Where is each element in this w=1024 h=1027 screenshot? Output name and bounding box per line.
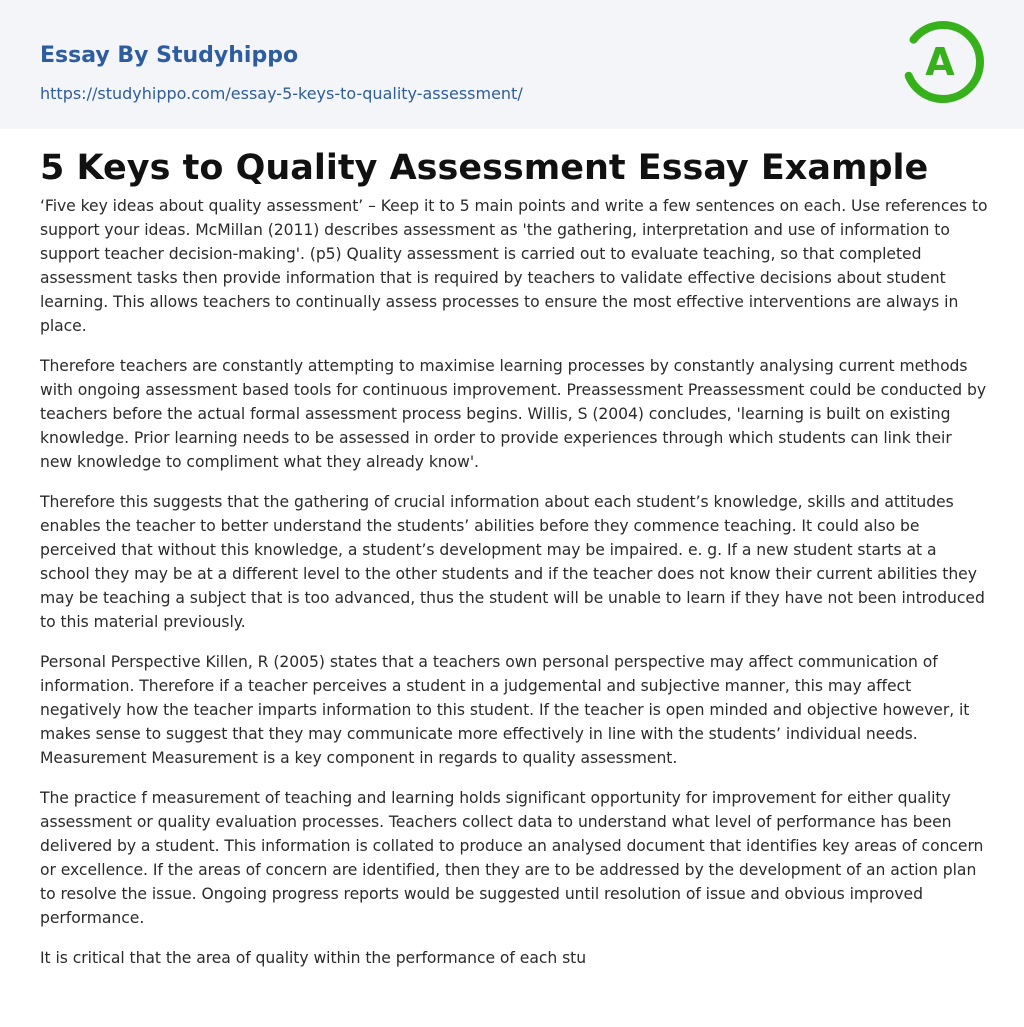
essay-body bbox=[40, 194, 988, 986]
essay-title: 5 Keys to Quality Assessment Essay Example bbox=[40, 148, 929, 188]
essay-paragraph: The practice f measurement of teaching and learning holds significant opportunity for improvement for either quality assessment or quality evaluation processes. Teachers collect data to understand what level of performance has been delivered by a student. This information is collated to produce an analysed document that identifies key areas of concern or excellence. If the areas of concern are identified, then they are to be addressed by the development of an action plan to resolve the issue. Ongoing progress reports would be suggested until resolution of issue and obvious improved performance. bbox=[40, 789, 984, 927]
essay-url-link[interactable]: https://studyhippo.com/essay-5-keys-to-quality-assessment/ bbox=[40, 84, 523, 103]
essay-paragraph: Therefore teachers are constantly attempting to maximise learning processes by constantly analysing current methods with ongoing assessment based tools for continuous improvement. Preassessment Preassessment could be conducted by teachers before the actual formal assessment process begins. Willis, S (2004) concludes, 'learning is built on existing knowledge. Prior learning needs to be assessed in order to provide experiences through which students can link their new knowledge to compliment what they already know'. bbox=[40, 357, 987, 471]
site-brand[interactable]: Essay By Studyhippo bbox=[40, 43, 299, 68]
essay-paragraph: Personal Perspective Killen, R (2005) states that a teachers own personal perspective may affect communication of information. Therefore if a teacher perceives a student in a judgemental and subjective manner, this may affect negatively how the teacher imparts information to this student. If the teacher is open minded and objective however, it makes sense to suggest that they may communicate more effectively in line with the students’ individual needs. Measurement Measurement is a key component in regards to quality assessment. bbox=[40, 653, 970, 767]
logo-letter: A bbox=[925, 40, 955, 84]
essay-paragraph: Therefore this suggests that the gathering of crucial information about each student’s knowledge, skills and attitudes enables the teacher to better understand the students’ abilities before they commence teaching. It could also be perceived that without this knowledge, a student’s development may be impaired. e. g. If a new student starts at a school they may be at a different level to the other students and if the teacher does not know their current abilities they may be teaching a subject that is too advanced, thus the student will be unable to learn if they have not been introduced to this material previously. bbox=[40, 493, 985, 631]
essay-paragraph: ‘Five key ideas about quality assessment’ – Keep it to 5 main points and write a few sentences on each. Use references to support your ideas. McMillan (2011) describes assessment as 'the gathering, interpretation and use of information to support teacher decision-making'. (p5) Quality assessment is carried out to evaluate teaching, so that completed assessment tasks then provide information that is required by teachers to validate effective decisions about student learning. This allows teachers to continually assess processes to ensure the most effective interventions are always in place. bbox=[40, 197, 988, 335]
essay-paragraph: It is critical that the area of quality within the performance of each stu bbox=[40, 949, 587, 967]
